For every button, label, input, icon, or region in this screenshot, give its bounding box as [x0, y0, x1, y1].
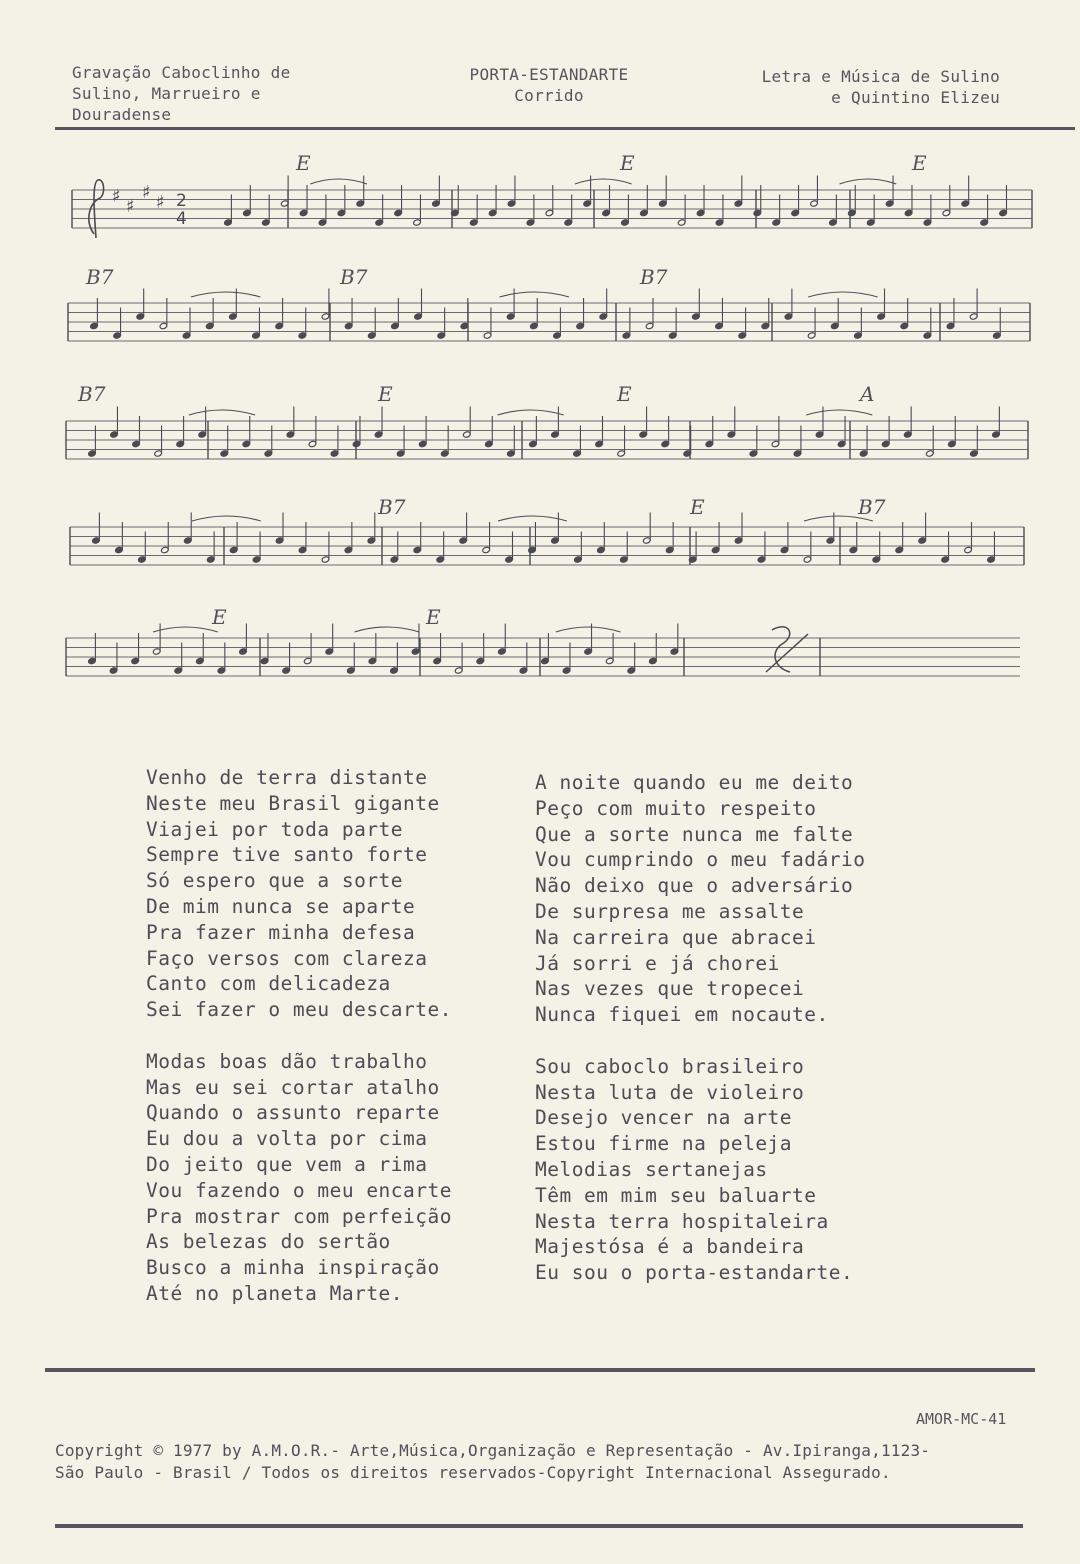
chord-symbol: B7 [858, 495, 886, 519]
lyric-line: Nesta terra hospitaleira [535, 1209, 829, 1233]
lyrics-stanza [146, 765, 452, 1023]
chord-symbol: B7 [340, 265, 368, 289]
lyrics-stanza [535, 770, 865, 1028]
lyrics-stanza [535, 1054, 865, 1286]
recording-line: Douradense [72, 105, 172, 124]
lyric-line: Melodias sertanejas [535, 1157, 768, 1181]
chord-symbol: E [378, 382, 393, 406]
lyric-line: Viajei por toda parte [146, 817, 404, 841]
lyric-line: Vou cumprindo o meu fadário [535, 848, 866, 872]
slur [500, 292, 569, 297]
lyric-line: Faço versos com clareza [146, 946, 428, 970]
lyric-line: Na carreira que abracei [535, 925, 817, 949]
lyrics-stanza [146, 1049, 452, 1307]
sharp-sign: ♯ [112, 186, 121, 207]
copyright-notice [55, 1440, 930, 1484]
authors-line: Letra e Música de Sulino [761, 67, 1000, 86]
lyric-line: Peço com muito respeito [535, 796, 817, 820]
slur [192, 516, 261, 521]
lyric-line: Desejo vencer na arte [535, 1106, 793, 1130]
song-title-block [456, 64, 642, 106]
song-title: PORTA-ESTANDARTE [469, 65, 629, 84]
authors-line: e Quintino Elizeu [831, 88, 1000, 107]
lyric-line: Majestósa é a bandeira [535, 1235, 805, 1259]
chord-symbol: B7 [378, 495, 406, 519]
lyric-line: Nesta luta de violeiro [535, 1080, 805, 1104]
chord-symbol: E [690, 495, 705, 519]
lyrics-column-right [535, 770, 865, 1312]
lyric-line: Sempre tive santo forte [146, 843, 428, 867]
slur [498, 410, 564, 415]
chord-symbol: B7 [640, 265, 668, 289]
lyric-line: Vou fazendo o meu encarte [146, 1178, 452, 1202]
lyric-line: Já sorri e já chorei [535, 951, 780, 975]
music-score [0, 130, 1080, 700]
chord-symbol: E [296, 151, 311, 175]
sharp-sign: ♯ [126, 196, 135, 217]
lyric-line: Têm em mim seu baluarte [535, 1183, 817, 1207]
recording-credit [72, 62, 291, 125]
sharp-sign: ♯ [156, 192, 165, 213]
lyric-line: Não deixo que o adversário [535, 874, 854, 898]
chord-symbol: B7 [86, 265, 114, 289]
lyric-line: Modas boas dão trabalho [146, 1049, 428, 1073]
chord-symbol: E [426, 605, 441, 629]
lyric-line: Busco a minha inspiração [146, 1256, 440, 1280]
slur [556, 627, 621, 632]
lyric-line: Estou firme na peleja [535, 1132, 793, 1156]
lyric-line: Sou caboclo brasileiro [535, 1054, 805, 1078]
slur [840, 179, 897, 184]
lyric-line: A noite quando eu me deito [535, 771, 854, 794]
slur [153, 627, 218, 632]
slur [498, 516, 567, 521]
lyric-line: Neste meu Brasil gigante [146, 791, 440, 815]
footer-rule-top [45, 1368, 1035, 1372]
lyric-line: Nas vezes que tropecei [535, 977, 805, 1001]
lyrics-column-left [146, 765, 452, 1333]
chord-symbol: E [620, 151, 635, 175]
recording-line: Sulino, Marrueiro e [72, 84, 261, 103]
song-genre: Corrido [514, 86, 584, 105]
chord-symbol: B7 [78, 382, 106, 406]
recording-line: Gravação Caboclinho de [72, 63, 291, 82]
authors-credit [728, 66, 1000, 108]
chord-symbol: E [617, 382, 632, 406]
slur [575, 179, 632, 184]
slur [310, 179, 367, 184]
slur [189, 410, 255, 415]
lyric-line: Eu sou o porta-estandarte. [535, 1261, 854, 1285]
lyric-line: Sei fazer o meu descarte. [146, 998, 452, 1022]
chord-symbol: E [912, 151, 927, 175]
lyric-line: Canto com delicadeza [146, 972, 391, 996]
copyright-line: Copyright © 1977 by A.M.O.R.- Arte,Música,Organização e Representação - Av.Ipiranga,1123- [55, 1441, 931, 1460]
lyric-line: Nunca fiquei em nocaute. [535, 1003, 829, 1027]
lyric-line: Venho de terra distante [146, 766, 428, 789]
chord-symbol: E [212, 605, 227, 629]
lyric-line: Quando o assunto reparte [146, 1101, 440, 1125]
lyric-line: De mim nunca se aparte [146, 894, 416, 918]
lyric-line: De surpresa me assalte [535, 899, 805, 923]
lyric-line: As belezas do sertão [146, 1230, 391, 1254]
lyric-line: Só espero que a sorte [146, 869, 404, 893]
lyric-line: Até no planeta Marte. [146, 1281, 404, 1305]
segno-sign [766, 627, 808, 672]
lyric-line: Mas eu sei cortar atalho [146, 1075, 440, 1099]
copyright-line: São Paulo - Brasil / Todos os direitos reservados-Copyright Internacional Assegurado. [55, 1463, 891, 1482]
lyric-line: Eu dou a volta por cima [146, 1127, 428, 1151]
catalog-number: AMOR-MC-41 [916, 1410, 1007, 1428]
sharp-sign: ♯ [142, 182, 151, 203]
slur [806, 410, 872, 415]
lyric-line: Pra fazer minha defesa [146, 920, 416, 944]
footer-rule-bottom [55, 1524, 1023, 1528]
lyric-line: Pra mostrar com perfeição [146, 1204, 452, 1228]
time-signature-bottom: 4 [176, 209, 187, 229]
chord-symbol: A [860, 382, 875, 406]
time-signature-top: 2 [176, 191, 187, 211]
slur [191, 292, 260, 297]
slur [808, 292, 877, 297]
slur [354, 627, 419, 632]
lyric-line: Do jeito que vem a rima [146, 1152, 428, 1176]
lyric-line: Que a sorte nunca me falte [535, 822, 854, 846]
